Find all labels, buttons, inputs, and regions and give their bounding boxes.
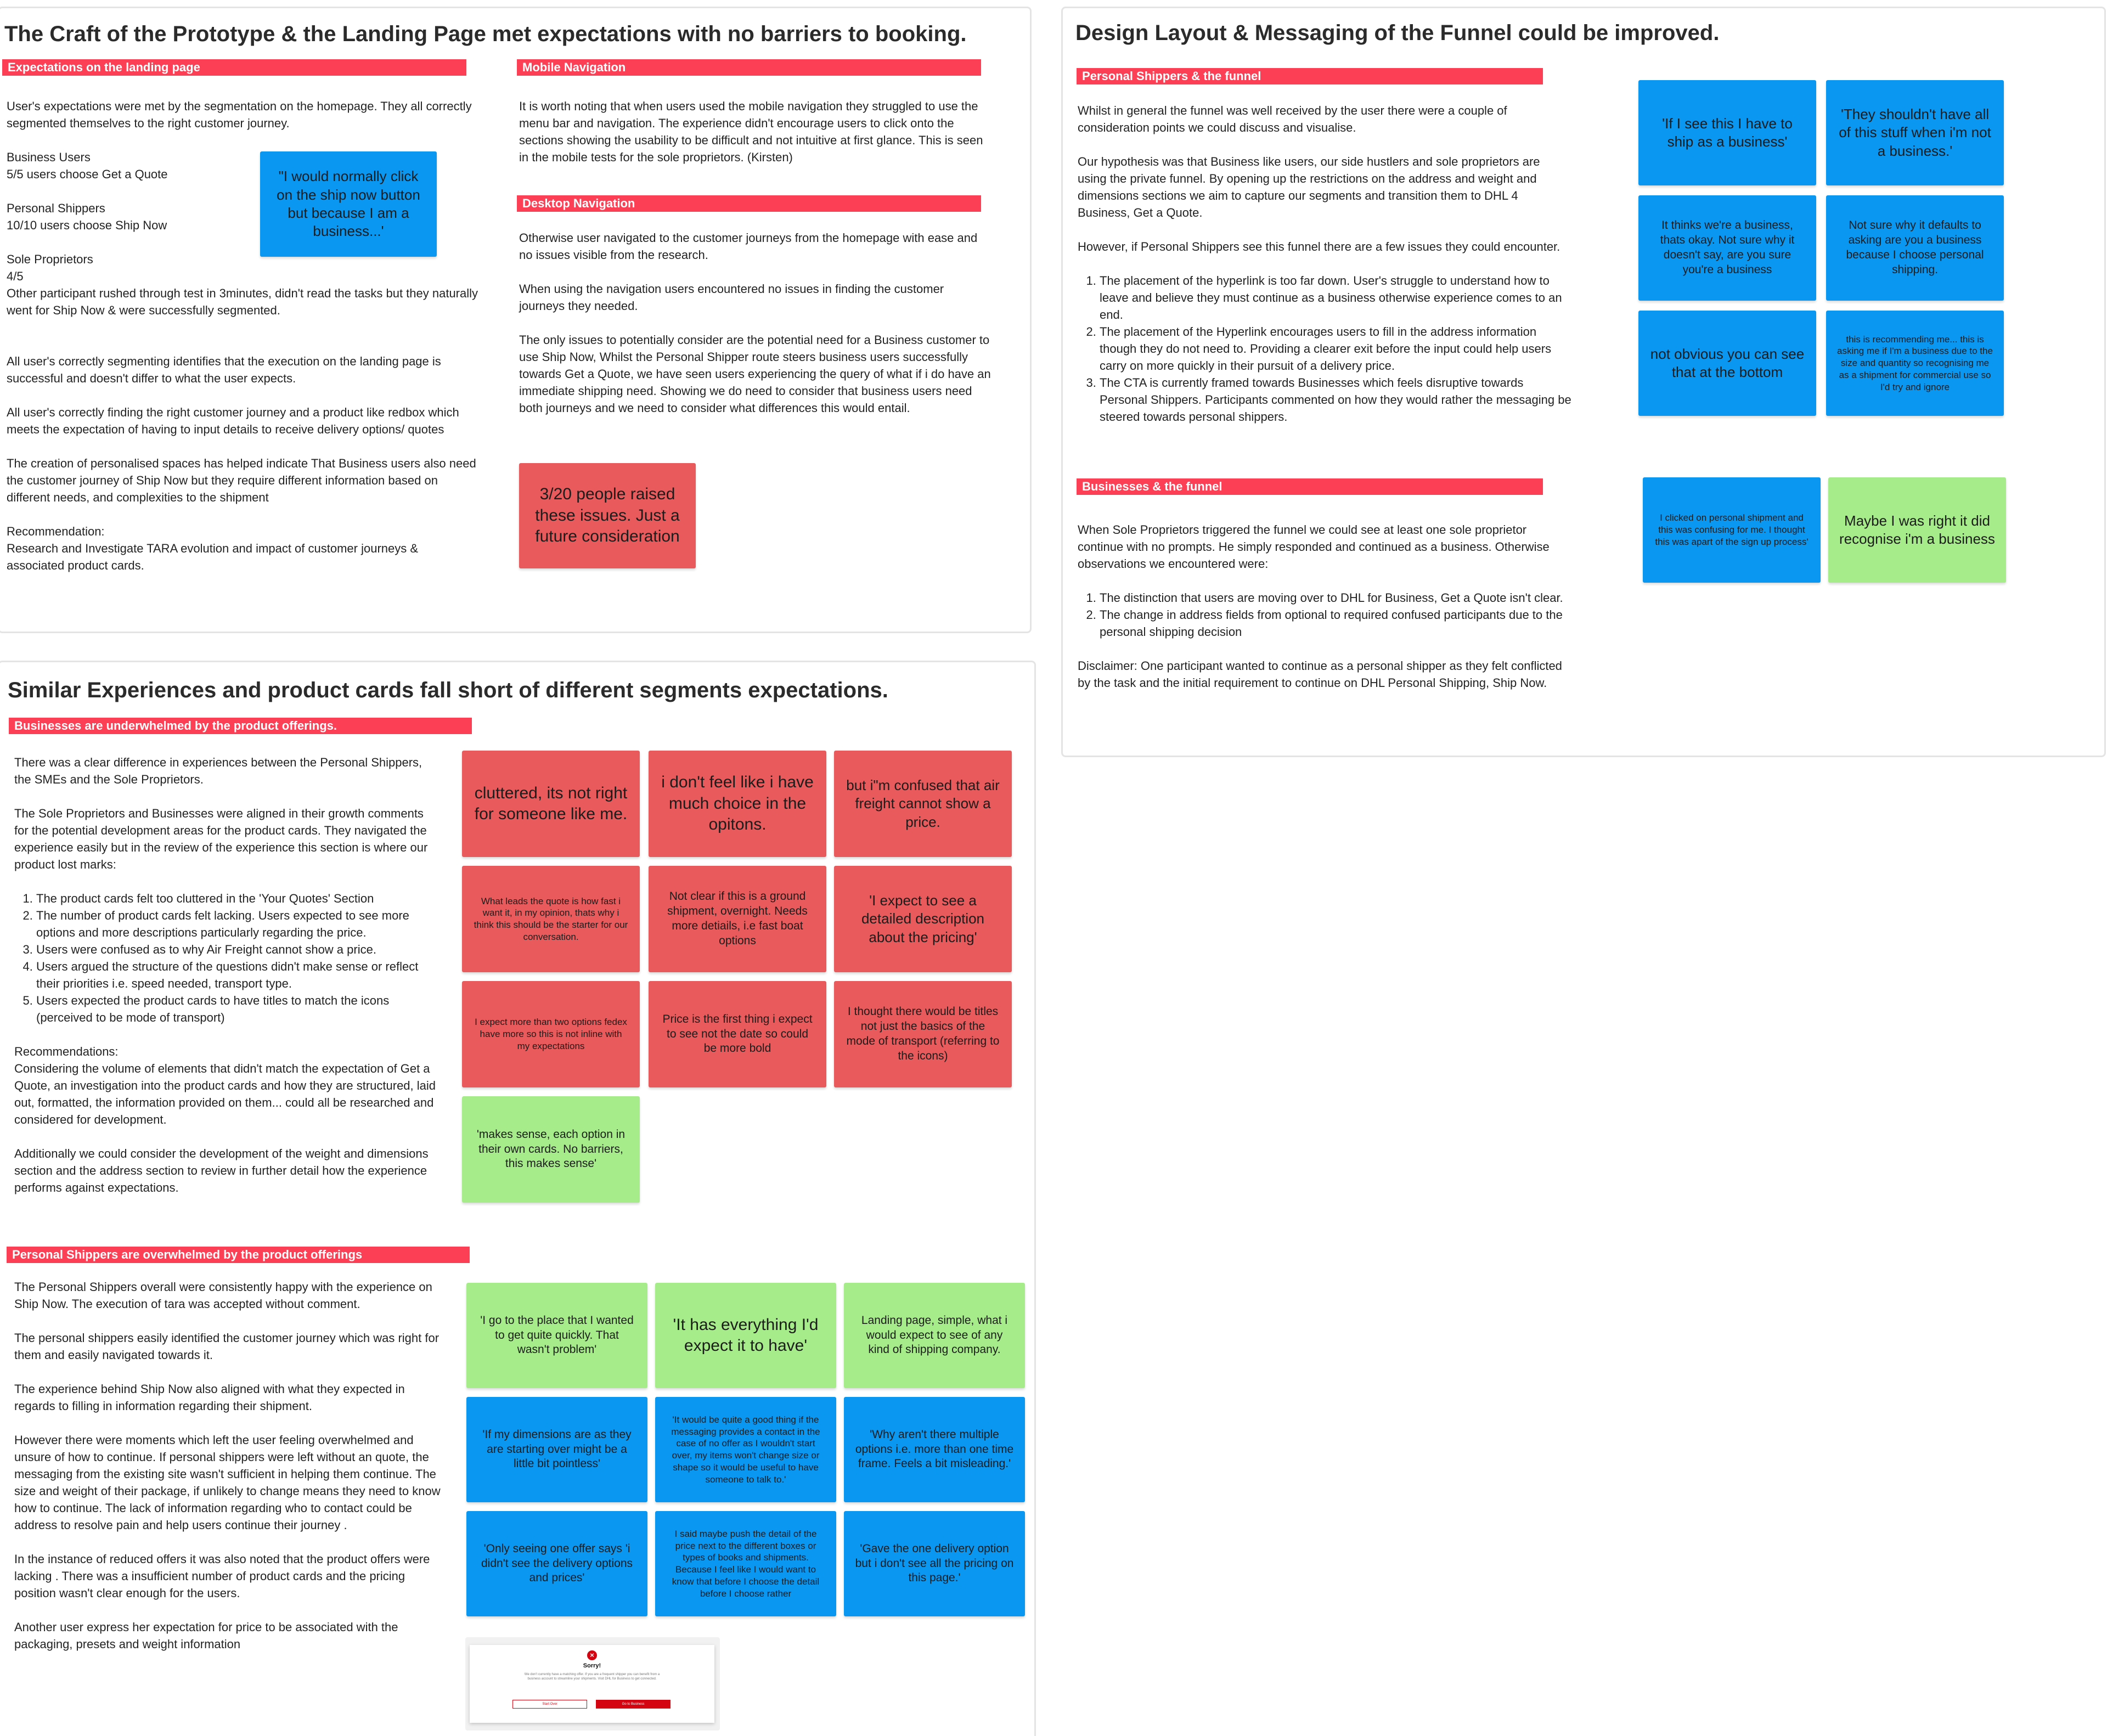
sticky-note[interactable]: 'It would be quite a good thing if the messaging provides a contact in the case of no offer as I wouldn't start over, my items won't change size or shape so it would be useful to have someone to talk to.' bbox=[655, 1397, 836, 1502]
product-paragraph: Recommendations: Considering the volume of elements that didn't match the expectation of Get a Quote, an investigation into the product cards and how they are structured, laid out, formatted, the information provided on them... could all be researched and considered for development. bbox=[14, 1045, 436, 1126]
frame-funnel-title: Design Layout & Messaging of the Funnel could be improved. bbox=[1075, 21, 1720, 45]
list-item: 2. The change in address fields from optional to required confused participants due to the personal shipping decision bbox=[1100, 606, 1571, 640]
list-item: 4. Users argued the structure of the questions didn't make sense or reflect their priorities i.e. speed needed, transport type. bbox=[36, 958, 437, 992]
list-item: 1. The placement of the hyperlink is too far down. User's struggle to understand how to leave and believe they must continue as a business otherwise experience comes to an end. bbox=[1100, 272, 1571, 323]
frame-product-cards-title: Similar Experiences and product cards fall short of different segments expectations. bbox=[8, 678, 888, 702]
product-paragraph: There was a clear difference in experiences between the Personal Shippers, the SMEs and the Sole Proprietors. bbox=[14, 756, 422, 786]
close-icon: × bbox=[587, 1650, 597, 1660]
frame-landing-page-title: The Craft of the Prototype & the Landing Page met expectations with no barriers to booking. bbox=[4, 22, 967, 46]
sticky-note[interactable]: I thought there would be titles not just the basics of the mode of transport (referring to the icons) bbox=[834, 981, 1012, 1087]
sticky-note[interactable]: 'If I see this I have to ship as a business' bbox=[1638, 80, 1816, 185]
sticky-note[interactable]: 'makes sense, each option in their own cards. No barriers, this makes sense' bbox=[462, 1096, 640, 1203]
list-item: 2. The placement of the Hyperlink encourages users to fill in the address information though they do not need to. Providing a clearer exit before the input could help users carry on more quickly in their pursuit of a delivery price. bbox=[1100, 323, 1571, 374]
section-label-businesses-underwhelmed: Businesses are underwhelmed by the product offerings. bbox=[9, 718, 472, 734]
expectations-paragraph: Business Users 5/5 users choose Get a Quote bbox=[7, 150, 168, 181]
product-paragraph: The Personal Shippers overall were consistently happy with the experience on Ship Now. The execution of tara was accepted without comment. bbox=[14, 1280, 432, 1311]
sticky-note[interactable]: "I would normally click on the ship now button but because I am a business...' bbox=[260, 151, 437, 257]
funnel-paragraph: However, if Personal Shippers see this funnel there are a few issues they could encounter. bbox=[1078, 240, 1560, 253]
desktop-paragraph: The only issues to potentially consider are the potential need for a Business customer to use Ship Now, Whilst the Personal Shipper route steers business users successfully towards Get a Quote, we have seen users experiencing the query of what if i do have an immediate shipping need. Showing we do need to consider that business users need both journeys and we need to consider what differences this would entail. bbox=[519, 333, 991, 415]
sticky-note[interactable]: 'If my dimensions are as they are starting over might be a little bit pointless' bbox=[466, 1397, 647, 1502]
sticky-note[interactable]: It thinks we're a business, thats okay. Not sure why it doesn't say, are you sure you're a business bbox=[1638, 195, 1816, 301]
sticky-note[interactable]: cluttered, its not right for someone like me. bbox=[462, 751, 640, 857]
expectations-paragraph: All user's correctly finding the right customer journey and a product like redbox which meets the expectation of having to input details to receive delivery options/ quotes bbox=[7, 405, 459, 436]
sticky-note[interactable]: 'It has everything I'd expect it to have' bbox=[655, 1283, 836, 1388]
sticky-note[interactable]: 'Gave the one delivery option but i don't see all the pricing on this page.' bbox=[844, 1511, 1025, 1616]
list-item: 3. Users were confused as to why Air Freight cannot show a price. bbox=[36, 941, 437, 958]
section-label-personal-funnel: Personal Shippers & the funnel bbox=[1077, 68, 1543, 84]
modal-message: We don't currently have a matching offer. If you are a frequent shipper you can benefit from a business account to streamline your shipments. Visit DHL for Business to get connected. bbox=[524, 1673, 660, 1681]
desktop-navigation-text bbox=[519, 229, 991, 433]
sticky-note[interactable]: not obvious you can see that at the bottom bbox=[1638, 311, 1816, 416]
sticky-note[interactable]: Maybe I was right it did recognise i'm a business bbox=[1828, 477, 2006, 583]
funnel-paragraph: When Sole Proprietors triggered the funnel we could see at least one sole proprietor continue with no prompts. He simply responded and continued as a business. Otherwise observations we encountered were: bbox=[1078, 523, 1550, 571]
list-item: 1. The product cards felt too cluttered in the 'Your Quotes' Section bbox=[36, 890, 437, 907]
section-label-mobile-navigation: Mobile Navigation bbox=[517, 59, 981, 76]
list-item: 1. The distinction that users are moving over to DHL for Business, Get a Quote isn't clear. bbox=[1100, 589, 1571, 606]
sticky-note[interactable]: 'I expect to see a detailed description about the pricing' bbox=[834, 866, 1012, 972]
sticky-note[interactable]: What leads the quote is how fast i want it, in my opinion, thats why i think this should be the starter for our conversation. bbox=[462, 866, 640, 972]
businesses-funnel-text bbox=[1078, 521, 1571, 708]
expectations-paragraph: Personal Shippers 10/10 users choose Ship Now bbox=[7, 201, 167, 232]
section-label-personal-overwhelmed: Personal Shippers are overwhelmed by the product offerings bbox=[7, 1247, 470, 1263]
funnel-paragraph: Our hypothesis was that Business like users, our side hustlers and sole proprietors are using the private funnel. By opening up the restrictions on the address and weight and dimensions sections we aim to capture our segments and transition them to DHL 4 Business, Get a Quote. bbox=[1078, 155, 1540, 219]
go-to-business-button[interactable]: Go to Business bbox=[596, 1700, 671, 1709]
section-label-expectations: Expectations on the landing page bbox=[2, 59, 466, 76]
sticky-note[interactable]: Landing page, simple, what i would expect to see of any kind of shipping company. bbox=[844, 1283, 1025, 1388]
sticky-note[interactable]: but i"m confused that air freight cannot show a price. bbox=[834, 751, 1012, 857]
product-paragraph: Additionally we could consider the development of the weight and dimensions section and the address section to review in further detail how the experience performs against expectations. bbox=[14, 1147, 429, 1194]
expectations-paragraph: Recommendation: Research and Investigate TARA evolution and impact of customer journeys & associated product cards. bbox=[7, 525, 419, 572]
sticky-note[interactable]: I clicked on personal shipment and this was confusing for me. I thought this was apart of the sign up process' bbox=[1643, 477, 1821, 583]
product-paragraph: Another user express her expectation for price to be associated with the packaging, presets and weight information bbox=[14, 1620, 398, 1651]
sticky-note[interactable]: 'Only seeing one offer says 'i didn't see the delivery options and prices' bbox=[466, 1511, 647, 1616]
desktop-paragraph: When using the navigation users encountered no issues in finding the customer journeys they needed. bbox=[519, 282, 944, 313]
mobile-navigation-text bbox=[519, 98, 991, 183]
sticky-note[interactable]: Not clear if this is a ground shipment, overnight. Needs more detiails, i.e fast boat options bbox=[649, 866, 826, 972]
sticky-note[interactable]: 'They shouldn't have all of this stuff when i'm not a business.' bbox=[1826, 80, 2004, 185]
list-item: 3. The CTA is currently framed towards Businesses which feels disruptive towards Personal Shippers. Participants commented on how they would rather the messaging be steered towards personal shippers. bbox=[1100, 374, 1571, 425]
list-item: 2. The number of product cards felt lacking. Users expected to see more options and more descriptions particularly regarding the price. bbox=[36, 907, 437, 941]
section-label-businesses-funnel: Businesses & the funnel bbox=[1077, 478, 1543, 495]
expectations-paragraph: Sole Proprietors 4/5 Other participant rushed through test in 3minutes, didn't read the tasks but they naturally went for Ship Now & were successfully segmented. bbox=[7, 252, 478, 317]
personal-overwhelmed-text bbox=[14, 1278, 442, 1670]
sticky-note[interactable]: 3/20 people raised these issues. Just a future consideration bbox=[519, 463, 696, 568]
modal-title: Sorry! bbox=[583, 1662, 601, 1669]
sticky-note[interactable]: Price is the first thing i expect to see not the date so could be more bold bbox=[649, 981, 826, 1087]
product-paragraph: The experience behind Ship Now also aligned with what they expected in regards to filling in information regarding their shipment. bbox=[14, 1382, 405, 1413]
desktop-paragraph: Otherwise user navigated to the customer journeys from the homepage with ease and no issues visible from the research. bbox=[519, 231, 978, 262]
sticky-note[interactable]: 'Why aren't there multiple options i.e. more than one time frame. Feels a bit misleading.' bbox=[844, 1397, 1025, 1502]
section-label-desktop-navigation: Desktop Navigation bbox=[517, 195, 981, 212]
sticky-note[interactable]: 'I go to the place that I wanted to get quite quickly. That wasn't problem' bbox=[466, 1283, 647, 1388]
mobile-paragraph: It is worth noting that when users used the mobile navigation they struggled to use the menu bar and navigation. The experience didn't encourage users to click onto the sections showing the usability to be difficult and not intuitive at first glance. This is seen in the mobile tests for the sole proprietors. (Kirsten) bbox=[519, 99, 983, 164]
sticky-note[interactable]: Not sure why it defaults to asking are you a business because I choose personal shipping. bbox=[1826, 195, 2004, 301]
expectations-paragraph: The creation of personalised spaces has helped indicate That Business users also need the customer journey of Ship Now but they require different information based on different needs, and complexities to the shipment bbox=[7, 456, 476, 504]
product-paragraph: In the instance of reduced offers it was also noted that the product offers were lacking . There was a insufficient number of product cards and the pricing position wasn't clear enough for the users. bbox=[14, 1552, 430, 1600]
funnel-paragraph: Disclaimer: One participant wanted to continue as a personal shipper as they felt conflicted by the task and the initial requirement to continue on DHL Personal Shipping, Ship Now. bbox=[1078, 659, 1562, 690]
no-offer-screenshot bbox=[465, 1637, 720, 1731]
funnel-paragraph: Whilst in general the funnel was well received by the user there were a couple of consideration points we could discuss and visualise. bbox=[1078, 104, 1507, 134]
sticky-note[interactable]: i don't feel like i have much choice in the opitons. bbox=[649, 751, 826, 857]
list-item: 5. Users expected the product cards to have titles to match the icons (perceived to be mode of transport) bbox=[36, 992, 437, 1026]
expectations-paragraph: All user's correctly segmenting identifies that the execution on the landing page is successful and doesn't differ to what the user expects. bbox=[7, 354, 441, 385]
sticky-note[interactable]: this is recommending me... this is asking me if I'm a business due to the size and quantity so recognising me as a shipment for commercial use so I'd try and ignore bbox=[1826, 311, 2004, 416]
product-issue-list bbox=[14, 890, 437, 1026]
product-paragraph: However there were moments which left the user feeling overwhelmed and unsure of how to continue. If personal shippers were left without an quote, the messaging from the existing site wasn't sufficient in helping them continue. The size and weight of their package, if unlikely to change means they need to know how to continue. The lack of information regarding who to contact could be address to resolve pain and help users continue their journey . bbox=[14, 1433, 441, 1532]
personal-funnel-text bbox=[1078, 102, 1571, 442]
product-paragraph: The Sole Proprietors and Businesses were aligned in their growth comments for the potential development areas for the product cards. They navigated the experience easily but in the review of the experience this section is where our product lost marks: bbox=[14, 807, 428, 871]
sticky-note[interactable]: I expect more than two options fedex have more so this is not inline with my expectations bbox=[462, 981, 640, 1087]
product-paragraph: The personal shippers easily identified the customer journey which was right for them and easily navigated towards it. bbox=[14, 1331, 440, 1362]
businesses-underwhelmed-text bbox=[14, 754, 437, 1213]
start-over-button[interactable]: Start Over bbox=[512, 1700, 587, 1709]
sorry-modal bbox=[470, 1645, 714, 1723]
funnel-observation-list bbox=[1078, 589, 1571, 640]
expectations-paragraph: User's expectations were met by the segmentation on the homepage. They all correctly segmented themselves to the right customer journey. bbox=[7, 99, 472, 130]
sticky-note[interactable]: I said maybe push the detail of the price next to the different boxes or types of books and shipments. Because I feel like I would want to know that before I choose the detail before I choose rather bbox=[655, 1511, 836, 1616]
funnel-issue-list bbox=[1078, 272, 1571, 425]
